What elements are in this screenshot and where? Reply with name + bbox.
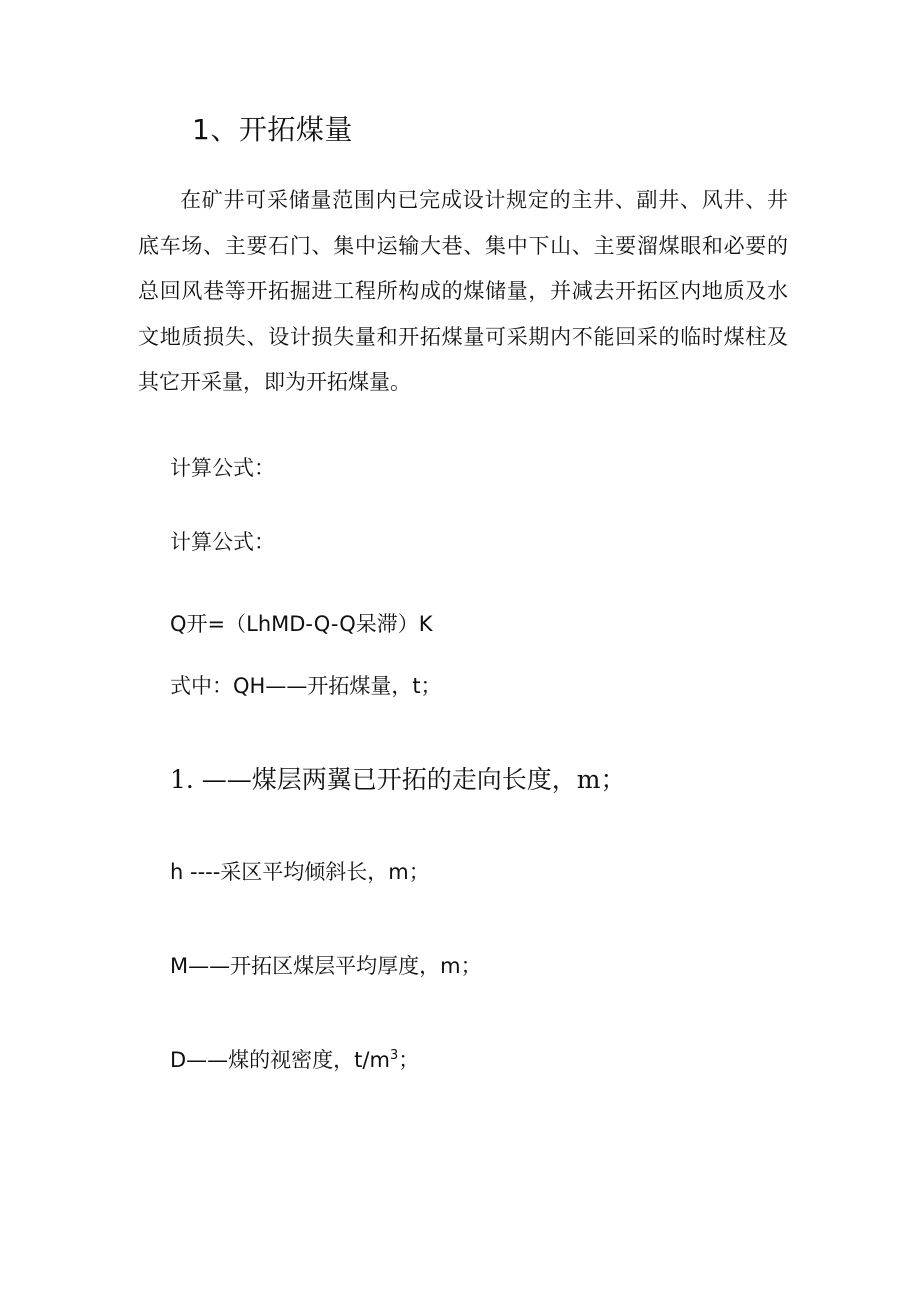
body-paragraph: 在矿井可采储量范围内已完成设计规定的主井、副井、风井、井底车场、主要石门、集中运输大巷、集中下山、主要溜煤眼和必要的总回风巷等开拓掘进工程所构成的煤储量，并减去开拓区内地质及水文地质损失、设计损失量和开拓煤量可采期内不能回采的临时煤柱及其它开采量，即为开拓煤量。 xyxy=(138,188,788,394)
section-heading: 1、开拓煤量 xyxy=(192,113,353,146)
density-text: D——煤的视密度，t/m xyxy=(170,1048,390,1072)
formula-label-repeat: 计算公式： xyxy=(170,530,275,554)
density-end: ； xyxy=(398,1048,420,1072)
definition-length: 1. ——煤层两翼已开拓的走向长度，m； xyxy=(170,765,626,794)
density-superscript: 3 xyxy=(389,1048,399,1063)
formula-label: 计算公式： xyxy=(170,456,275,480)
definition-density xyxy=(170,1045,419,1075)
definition-thickness: M——开拓区煤层平均厚度，m； xyxy=(170,954,482,978)
definition-height: h ----采区平均倾斜长，m； xyxy=(170,860,430,884)
where-line: 式中：QH——开拓煤量，t； xyxy=(170,674,442,698)
formula-line: Q开=（LhMD-Q-Q呆滞）K xyxy=(170,612,433,636)
